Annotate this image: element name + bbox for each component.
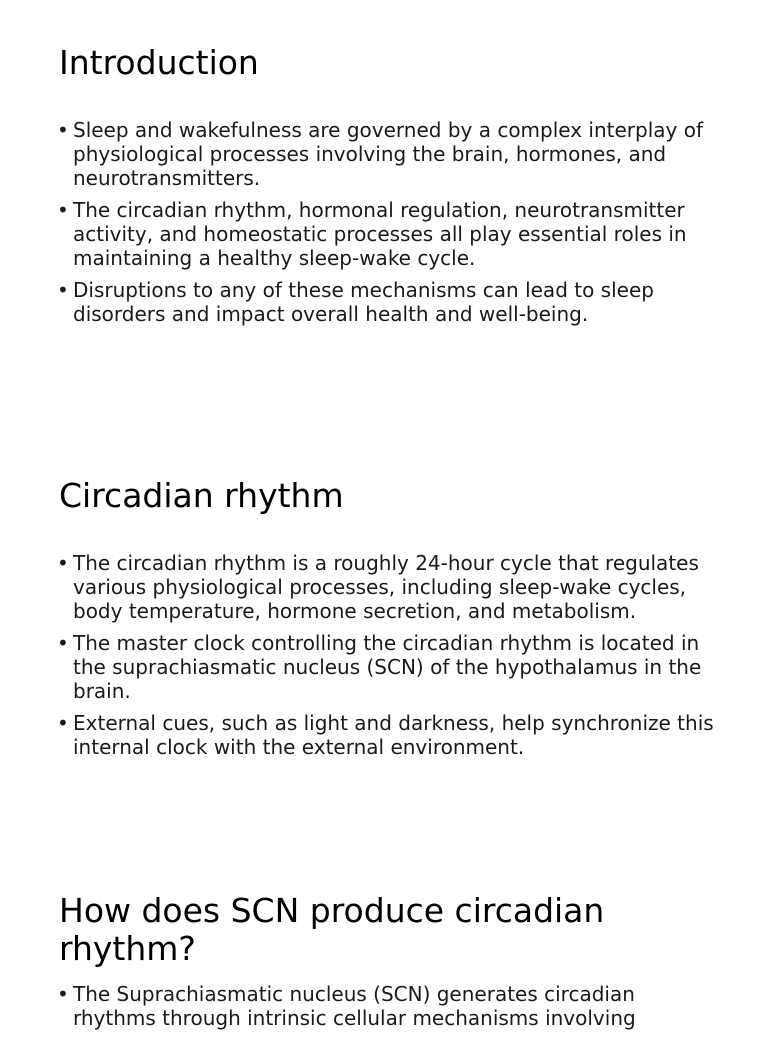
- slide-title: Introduction: [59, 43, 259, 82]
- bullet-list: [59, 551, 716, 759]
- bullet-list: [59, 982, 716, 1030]
- slide-introduction: [59, 44, 716, 334]
- bullet-item: [59, 118, 716, 190]
- bullet-text: Sleep and wakefulness are governed by a complex interplay of physiological processes involving the brain, hormones, and neurotransmitters.: [73, 118, 704, 190]
- bullet-dot-icon: •: [57, 278, 69, 302]
- bullet-dot-icon: •: [57, 982, 69, 1006]
- bullet-dot-icon: •: [57, 711, 69, 735]
- bullet-dot-icon: •: [57, 551, 69, 575]
- bullet-item: [59, 278, 716, 326]
- slide-circadian-rhythm: [59, 477, 716, 767]
- bullet-text: The Suprachiasmatic nucleus (SCN) generates circadian rhythms through intrinsic cellular mechanisms involving: [73, 982, 636, 1030]
- bullet-dot-icon: •: [57, 631, 69, 655]
- bullet-dot-icon: •: [57, 118, 69, 142]
- bullet-item: [59, 982, 716, 1030]
- bullet-dot-icon: •: [57, 198, 69, 222]
- slide-scn-circadian: [59, 892, 716, 1038]
- bullet-list: [59, 118, 716, 326]
- bullet-text: The circadian rhythm is a roughly 24-hour cycle that regulates various physiological processes, including sleep-wake cycles, body temperature, hormone secretion, and metabolism.: [73, 551, 699, 623]
- bullet-item: [59, 631, 716, 703]
- bullet-text: The circadian rhythm, hormonal regulation, neurotransmitter activity, and homeostatic processes all play essential roles in maintaining a healthy sleep-wake cycle.: [73, 198, 687, 270]
- bullet-item: [59, 711, 716, 759]
- bullet-item: [59, 198, 716, 270]
- slide-title: How does SCN produce circadian rhythm?: [59, 891, 605, 968]
- slide-title: Circadian rhythm: [59, 476, 344, 515]
- bullet-text: Disruptions to any of these mechanisms can lead to sleep disorders and impact overall health and well-being.: [73, 278, 654, 326]
- bullet-text: External cues, such as light and darkness, help synchronize this internal clock with the external environment.: [73, 711, 714, 759]
- bullet-text: The master clock controlling the circadian rhythm is located in the suprachiasmatic nucleus (SCN) of the hypothalamus in the brain.: [73, 631, 702, 703]
- bullet-item: [59, 551, 716, 623]
